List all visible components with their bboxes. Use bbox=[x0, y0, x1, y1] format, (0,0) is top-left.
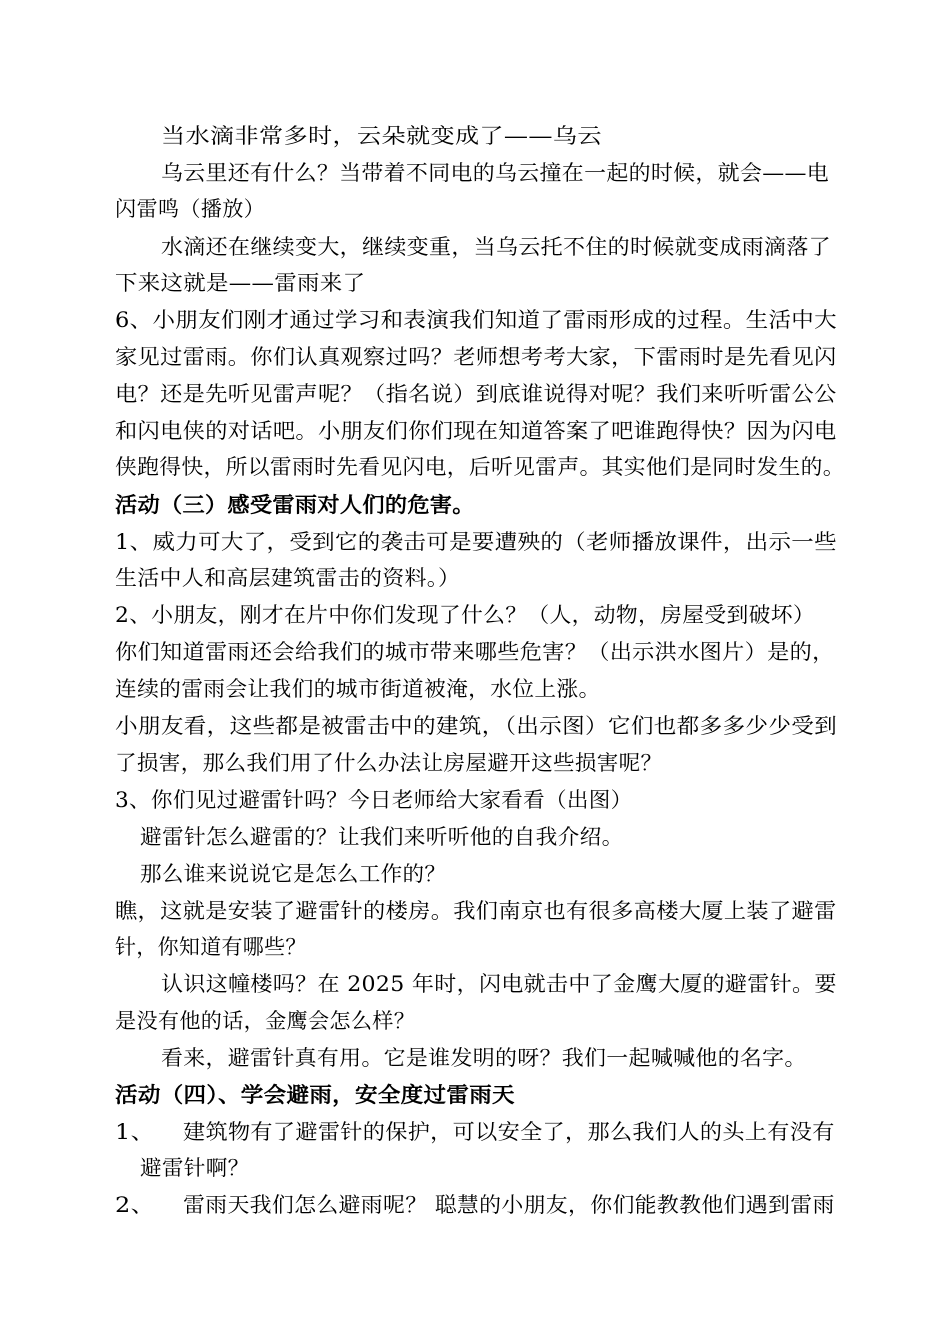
body-line: 电？还是先听见雷声呢？（指名说）到底谁说得对呢？我们来听听雷公公 bbox=[115, 382, 837, 406]
body-line: 生活中人和高层建筑雷击的资料。） bbox=[115, 566, 461, 590]
list-number: 1、 bbox=[115, 1120, 155, 1144]
body-line: 2、小朋友，刚才在片中你们发现了什么？（人，动物，房屋受到破坏） bbox=[115, 603, 815, 627]
body-line: 认识这幢楼吗？在 2025 年时，闪电就击中了金鹰大厦的避雷针。要 bbox=[161, 972, 837, 996]
body-line: 当水滴非常多时，云朵就变成了——乌云 bbox=[161, 124, 602, 148]
body-line: 乌云里还有什么？当带着不同电的乌云撞在一起的时候，就会——电 bbox=[161, 161, 830, 185]
body-line: 看来，避雷针真有用。它是谁发明的呀？我们一起喊喊他的名字。 bbox=[161, 1046, 807, 1070]
body-line: 小朋友看，这些都是被雷击中的建筑，（出示图）它们也都多多少少受到 bbox=[115, 714, 838, 738]
body-line: 避雷针怎么避雷的？让我们来听听他的自我介绍。 bbox=[140, 825, 624, 849]
body-line: 6、小朋友们刚才通过学习和表演我们知道了雷雨形成的过程。生活中大 bbox=[115, 308, 837, 332]
section-heading: 活动（三）感受雷雨对人们的危害。 bbox=[115, 492, 475, 517]
body-line: 瞧，这就是安装了避雷针的楼房。我们南京也有很多高楼大厦上装了避雷 bbox=[115, 899, 837, 923]
body-line: 1、威力可大了，受到它的袭击可是要遭殃的（老师播放课件，出示一些 bbox=[115, 530, 837, 554]
list-item-text: 避雷针啊？ bbox=[140, 1156, 250, 1180]
body-line: 下来这就是——雷雨来了 bbox=[115, 271, 366, 295]
body-line: 你们知道雷雨还会给我们的城市带来哪些危害？（出示洪水图片）是的， bbox=[115, 640, 835, 664]
section-heading: 活动（四）、学会避雨，安全度过雷雨天 bbox=[115, 1082, 515, 1107]
list-item-text: 建筑物有了避雷针的保护，可以安全了，那么我们人的头上有没有 bbox=[183, 1120, 835, 1144]
body-line: 闪雷鸣（播放） bbox=[115, 197, 266, 221]
body-line: 针，你知道有哪些？ bbox=[115, 935, 307, 959]
body-line: 了损害，那么我们用了什么办法让房屋避开这些损害呢？ bbox=[115, 751, 663, 775]
body-line: 和闪电侠的对话吧。小朋友们你们现在知道答案了吧谁跑得快？因为闪电 bbox=[115, 419, 837, 443]
list-number: 2、 bbox=[115, 1193, 155, 1217]
body-line: 连续的雷雨会让我们的城市街道被淹，水位上涨。 bbox=[115, 677, 601, 701]
body-line: 3、你们见过避雷针吗？今日老师给大家看看（出图） bbox=[115, 788, 633, 812]
list-item-text: 雷雨天我们怎么避雨呢？ 聪慧的小朋友，你们能教教他们遇到雷雨 bbox=[183, 1193, 835, 1217]
body-line: 那么谁来说说它是怎么工作的？ bbox=[140, 862, 447, 886]
body-line: 侠跑得快，所以雷雨时先看见闪电，后听见雷声。其实他们是同时发生的。 bbox=[115, 455, 845, 479]
body-line: 水滴还在继续变大，继续变重，当乌云托不住的时候就变成雨滴落了 bbox=[161, 235, 831, 259]
body-line: 是没有他的话，金鹰会怎么样？ bbox=[115, 1009, 416, 1033]
body-line: 家见过雷雨。你们认真观察过吗？老师想考考大家，下雷雨时是先看见闪 bbox=[115, 345, 837, 369]
